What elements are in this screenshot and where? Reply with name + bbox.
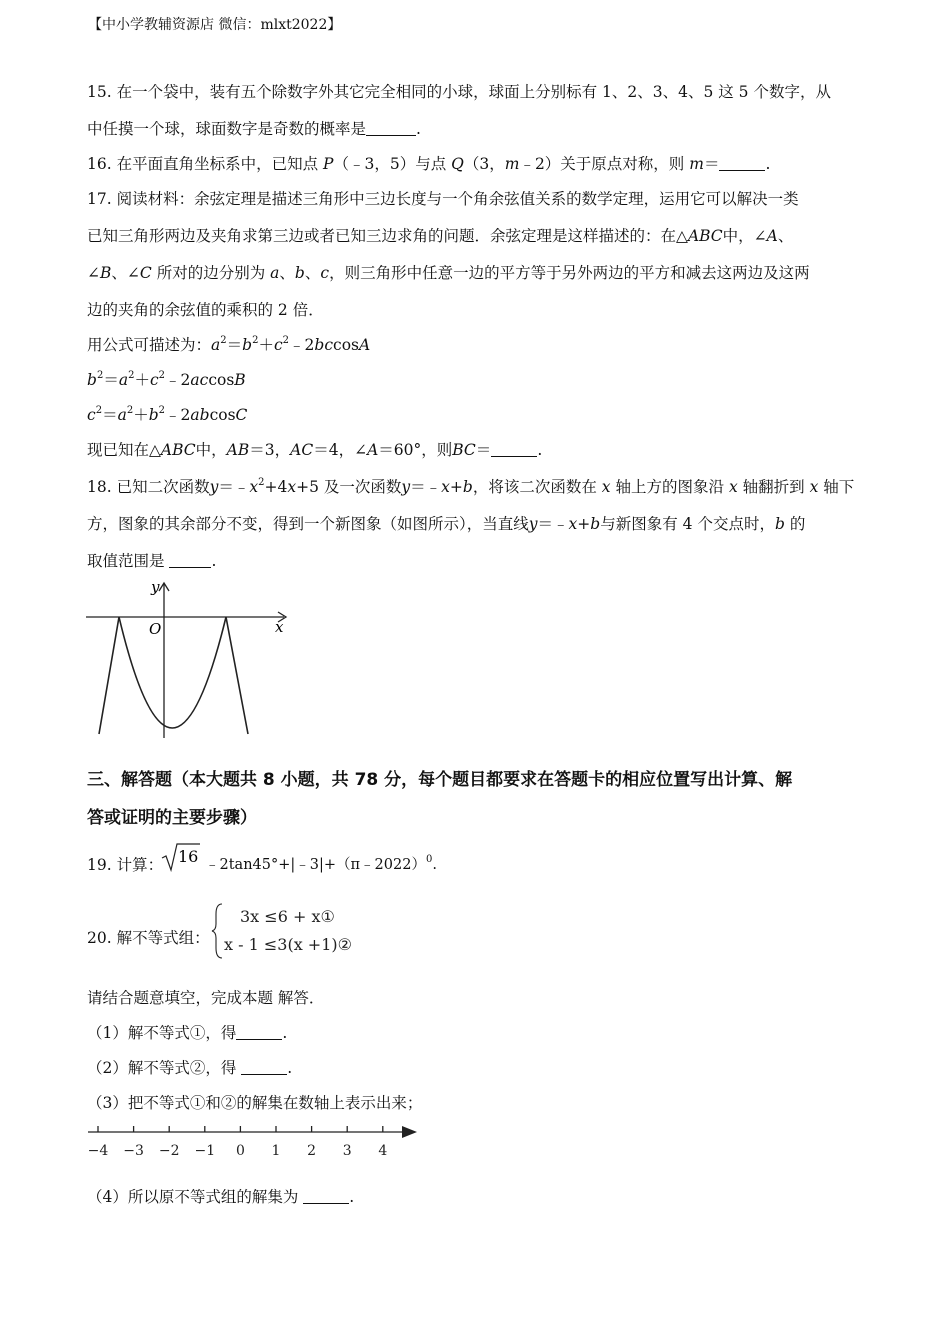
q15-answer-blank[interactable]: [366, 121, 416, 136]
q20-step4: （4）所以原不等式组的解集为 .: [87, 1188, 355, 1206]
q17-formula3: $c^2=a^2+b^2﹣2abcosC$: [87, 405, 248, 424]
q20-number-line: [80, 1118, 430, 1168]
number-line-label: −3: [123, 1143, 144, 1159]
inequality-1: 3x ≤6 + x①: [240, 907, 335, 926]
section3-heading-line1: 三、解答题（本大题共 8 小题，共 78 分，每个题目都要求在答题卡的相应位置写出计算、解: [87, 770, 793, 790]
number-line-label: 1: [271, 1143, 281, 1159]
q20-step2: （2）解不等式②，得 .: [87, 1059, 293, 1077]
origin-label: O: [149, 620, 162, 638]
q17-formula2: $b^2=a^2+c^2﹣2accosB$: [87, 370, 246, 389]
section3-heading-line2: 答或证明的主要步骤）: [87, 808, 257, 828]
q20-inequality-system: [210, 900, 370, 962]
q18-answer-blank[interactable]: [169, 553, 211, 568]
q20-step4-blank[interactable]: [303, 1189, 349, 1204]
page-header: 【中小学教辅资源店 微信：mlxt2022】: [88, 17, 342, 33]
number-line-arrow: [402, 1126, 417, 1138]
q19-radicand: 16: [178, 847, 199, 866]
q17-line4: 边的夹角的余弦值的乘积的 2 倍．: [87, 301, 324, 319]
q17-line1: 17. 阅读材料：余弦定理是描述三角形中三边长度与一个角余弦值关系的数学定理，运用它可以解决一类: [87, 190, 799, 208]
q18-graph: [80, 574, 300, 744]
number-line-label: 2: [307, 1143, 317, 1159]
q20-instruction: 请结合题意填空，完成本题 解答．: [87, 989, 325, 1007]
q18-line1: 18. 已知二次函数$y=﹣x^2+4x+5$ 及一次函数y＝﹣x+b，将该二次函数在 x 轴上方的图象沿 x 轴翻折到 x 轴下: [87, 477, 855, 496]
inequality-2: x - 1 ≤3(x +1)②: [224, 935, 352, 954]
q17-given: 现已知在△ABC中，AB＝3，AC＝4，∠A＝60°，则BC＝ .: [87, 441, 543, 459]
q20-step3: （3）把不等式①和②的解集在数轴上表示出来；: [87, 1094, 423, 1112]
q20-step2-blank[interactable]: [241, 1060, 287, 1075]
q20-step1: （1）解不等式①，得 .: [87, 1024, 288, 1042]
q15-line1: 15. 在一个袋中，装有五个除数字外其它完全相同的小球，球面上分别标有 1、2、3、4、5 这 5 个数字，从: [87, 83, 831, 101]
q20-prompt: 20. 解不等式组：: [87, 929, 210, 947]
brace: [212, 904, 222, 958]
q17-line2: 已知三角形两边及夹角求第三边或者已知三边求角的问题．余弦定理是这样描述的：在△ABC中，∠A、: [87, 227, 794, 245]
q19-expression: ﹣2tan45°+|﹣3|+（π﹣2022）$^0$.: [205, 854, 437, 873]
number-line-label: 0: [235, 1143, 245, 1159]
number-line-label: −2: [158, 1143, 180, 1159]
number-line-label: −1: [194, 1143, 216, 1159]
q20-step1-blank[interactable]: [236, 1025, 282, 1040]
q18-line2: 方，图象的其余部分不变，得到一个新图象（如图所示），当直线y＝﹣x+b与新图象有 4 个交点时，b 的: [87, 515, 806, 533]
folded-parabola-curve: [99, 617, 248, 734]
q19-radical-sign: [160, 842, 202, 872]
number-line-label: 4: [378, 1143, 388, 1159]
q19-line: 19. 计算：: [87, 856, 164, 874]
number-line-label: −4: [87, 1143, 109, 1159]
y-axis-label: y: [151, 578, 160, 596]
q16-line: 16. 在平面直角坐标系中，已知点 P（﹣3，5）与点 Q（3，m﹣2）关于原点对称，则 m＝ .: [87, 155, 771, 173]
number-line-label: 3: [342, 1143, 352, 1159]
q16-answer-blank[interactable]: [719, 156, 765, 171]
q18-line3: 取值范围是 .: [87, 552, 217, 570]
x-axis-label: x: [275, 618, 284, 636]
q17-line3: ∠B、∠C 所对的边分别为 a、b、c，则三角形中任意一边的平方等于另外两边的平方和减去这两边及这两: [87, 264, 810, 282]
q17-formula1: 用公式可描述为：$a^2=b^2+c^2﹣2bccosA$: [87, 335, 371, 354]
q17-answer-blank[interactable]: [491, 442, 537, 457]
q15-line2: 中任摸一个球，球面数字是奇数的概率是 .: [87, 120, 421, 138]
